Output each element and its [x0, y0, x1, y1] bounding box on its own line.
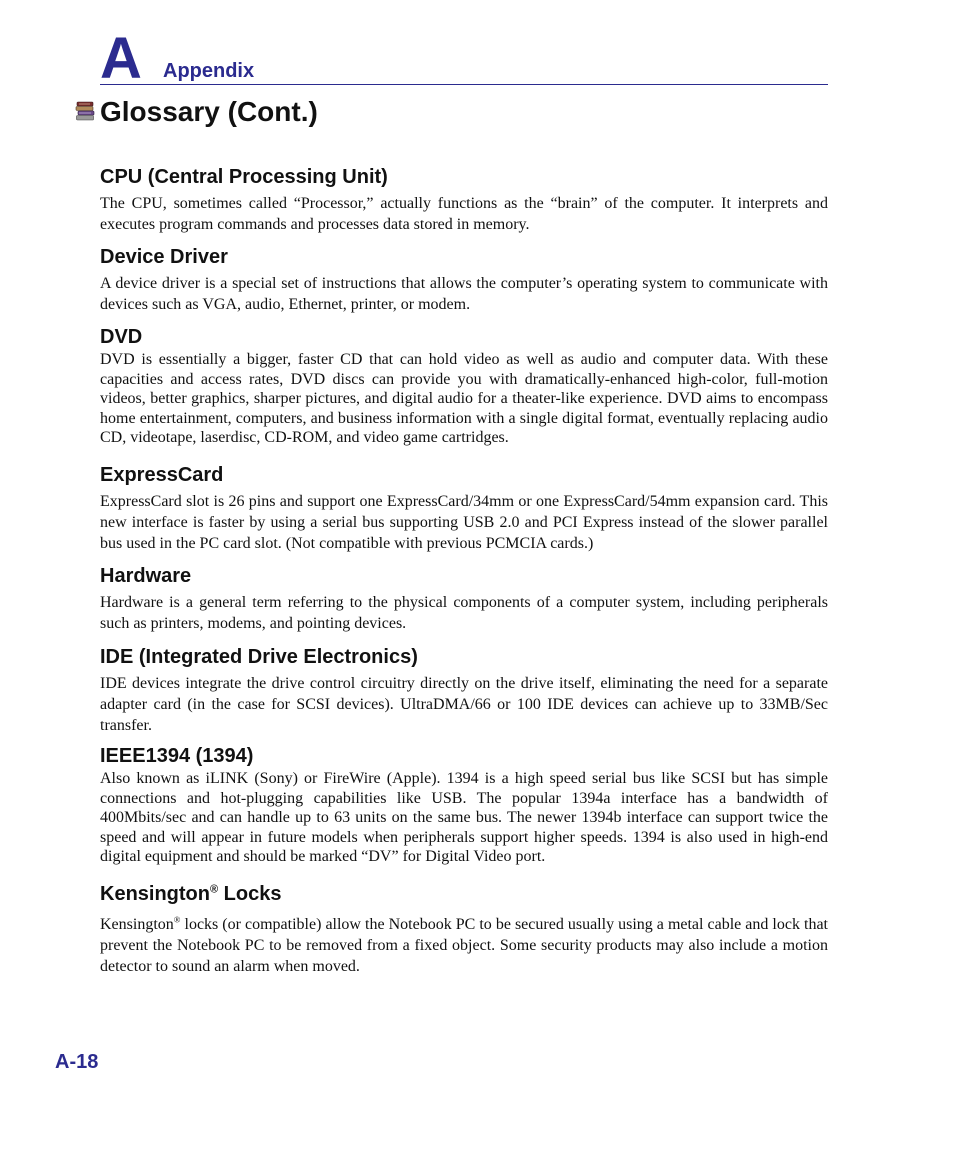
registered-mark: ® [210, 883, 219, 896]
glossary-definition [100, 914, 828, 977]
term-text: Kensington [100, 883, 210, 905]
glossary-term: Hardware [100, 565, 192, 587]
definition-text-rest: locks (or compatible) allow the Notebook PC to be secured usually using a metal cable and lock that prevent the Notebook PC to be removed from a fixed object. Some security products may also include a motion detector to sound an alarm when moved. [100, 916, 828, 975]
page-number: A-18 [55, 1051, 99, 1073]
glossary-entry [100, 245, 828, 315]
glossary-term: Device Driver [100, 246, 228, 268]
glossary-definition: The CPU, sometimes called “Processor,” actually functions as the “brain” of the computer. It interprets and executes program commands and processes data stored in memory. [100, 195, 828, 233]
glossary-term: IEEE1394 (1394) [100, 745, 254, 767]
chapter-name: Appendix [163, 60, 255, 82]
glossary-definition: Also known as iLINK (Sony) or FireWire (Apple). 1394 is a high speed serial bus like SCSI but has simple connections and hot-plugging capabilities like USB. The popular 1394a interface has a bandwidth of 400Mbits/sec and can handle up to 63 units on the same bus. The newer 1394b interface can support twice the speed and will appear in future models when peripherals support higher speeds. 1394 is also used in high-end digital equipment and should be marked “DV” for Digital Video port. [100, 770, 828, 865]
glossary-entry [100, 744, 828, 867]
glossary-entry [100, 463, 828, 554]
chapter-letter: A [100, 26, 142, 91]
glossary-definition: DVD is essentially a bigger, faster CD that can hold video as well as audio and computer data. With these capacities and access rates, DVD discs can provide you with dramatically-enhanced high-color, full-motion videos, better graphics, sharper pictures, and digital audio for a theater-like experience. DVD aims to encompass home entertainment, computers, and business information with a single digital format, eventually replacing audio CD, videotape, laserdisc, CD-ROM, and video game cartridges. [100, 351, 828, 446]
glossary-definition: Hardware is a general term referring to the physical components of a computer system, including peripherals such as printers, modems, and pointing devices. [100, 594, 828, 632]
glossary-entry [100, 564, 828, 634]
term-text-rest: Locks [218, 883, 282, 905]
definition-text: Kensington [100, 916, 174, 933]
stacked-books-icon [74, 100, 96, 122]
glossary-term: ExpressCard [100, 464, 224, 486]
glossary-definition: ExpressCard slot is 26 pins and support one ExpressCard/34mm or one ExpressCard/54mm expansion card. This new interface is faster by using a serial bus supporting USB 2.0 and PCI Express instead of the slower parallel bus used in the PC card slot. (Not compatible with previous PCMCIA cards.) [100, 493, 828, 552]
page-title: Glossary (Cont.) [100, 96, 318, 127]
glossary-term: CPU (Central Processing Unit) [100, 166, 388, 188]
glossary-entry [100, 325, 828, 448]
glossary-definition: A device driver is a special set of instructions that allows the computer’s operating system to communicate with devices such as VGA, audio, Ethernet, printer, or modem. [100, 275, 828, 313]
glossary-term: IDE (Integrated Drive Electronics) [100, 646, 418, 668]
glossary-entry [100, 882, 828, 977]
header-divider [100, 84, 828, 85]
glossary-definition: IDE devices integrate the drive control circuitry directly on the drive itself, eliminating the need for a separate adapter card (in the case for SCSI devices). UltraDMA/66 or 100 IDE devices can achieve up to 33MB/Sec transfer. [100, 675, 828, 734]
glossary-entry [100, 165, 828, 235]
glossary-term: DVD [100, 326, 143, 348]
registered-mark: ® [173, 914, 181, 925]
glossary-entry [100, 645, 828, 736]
glossary-term [100, 882, 828, 906]
